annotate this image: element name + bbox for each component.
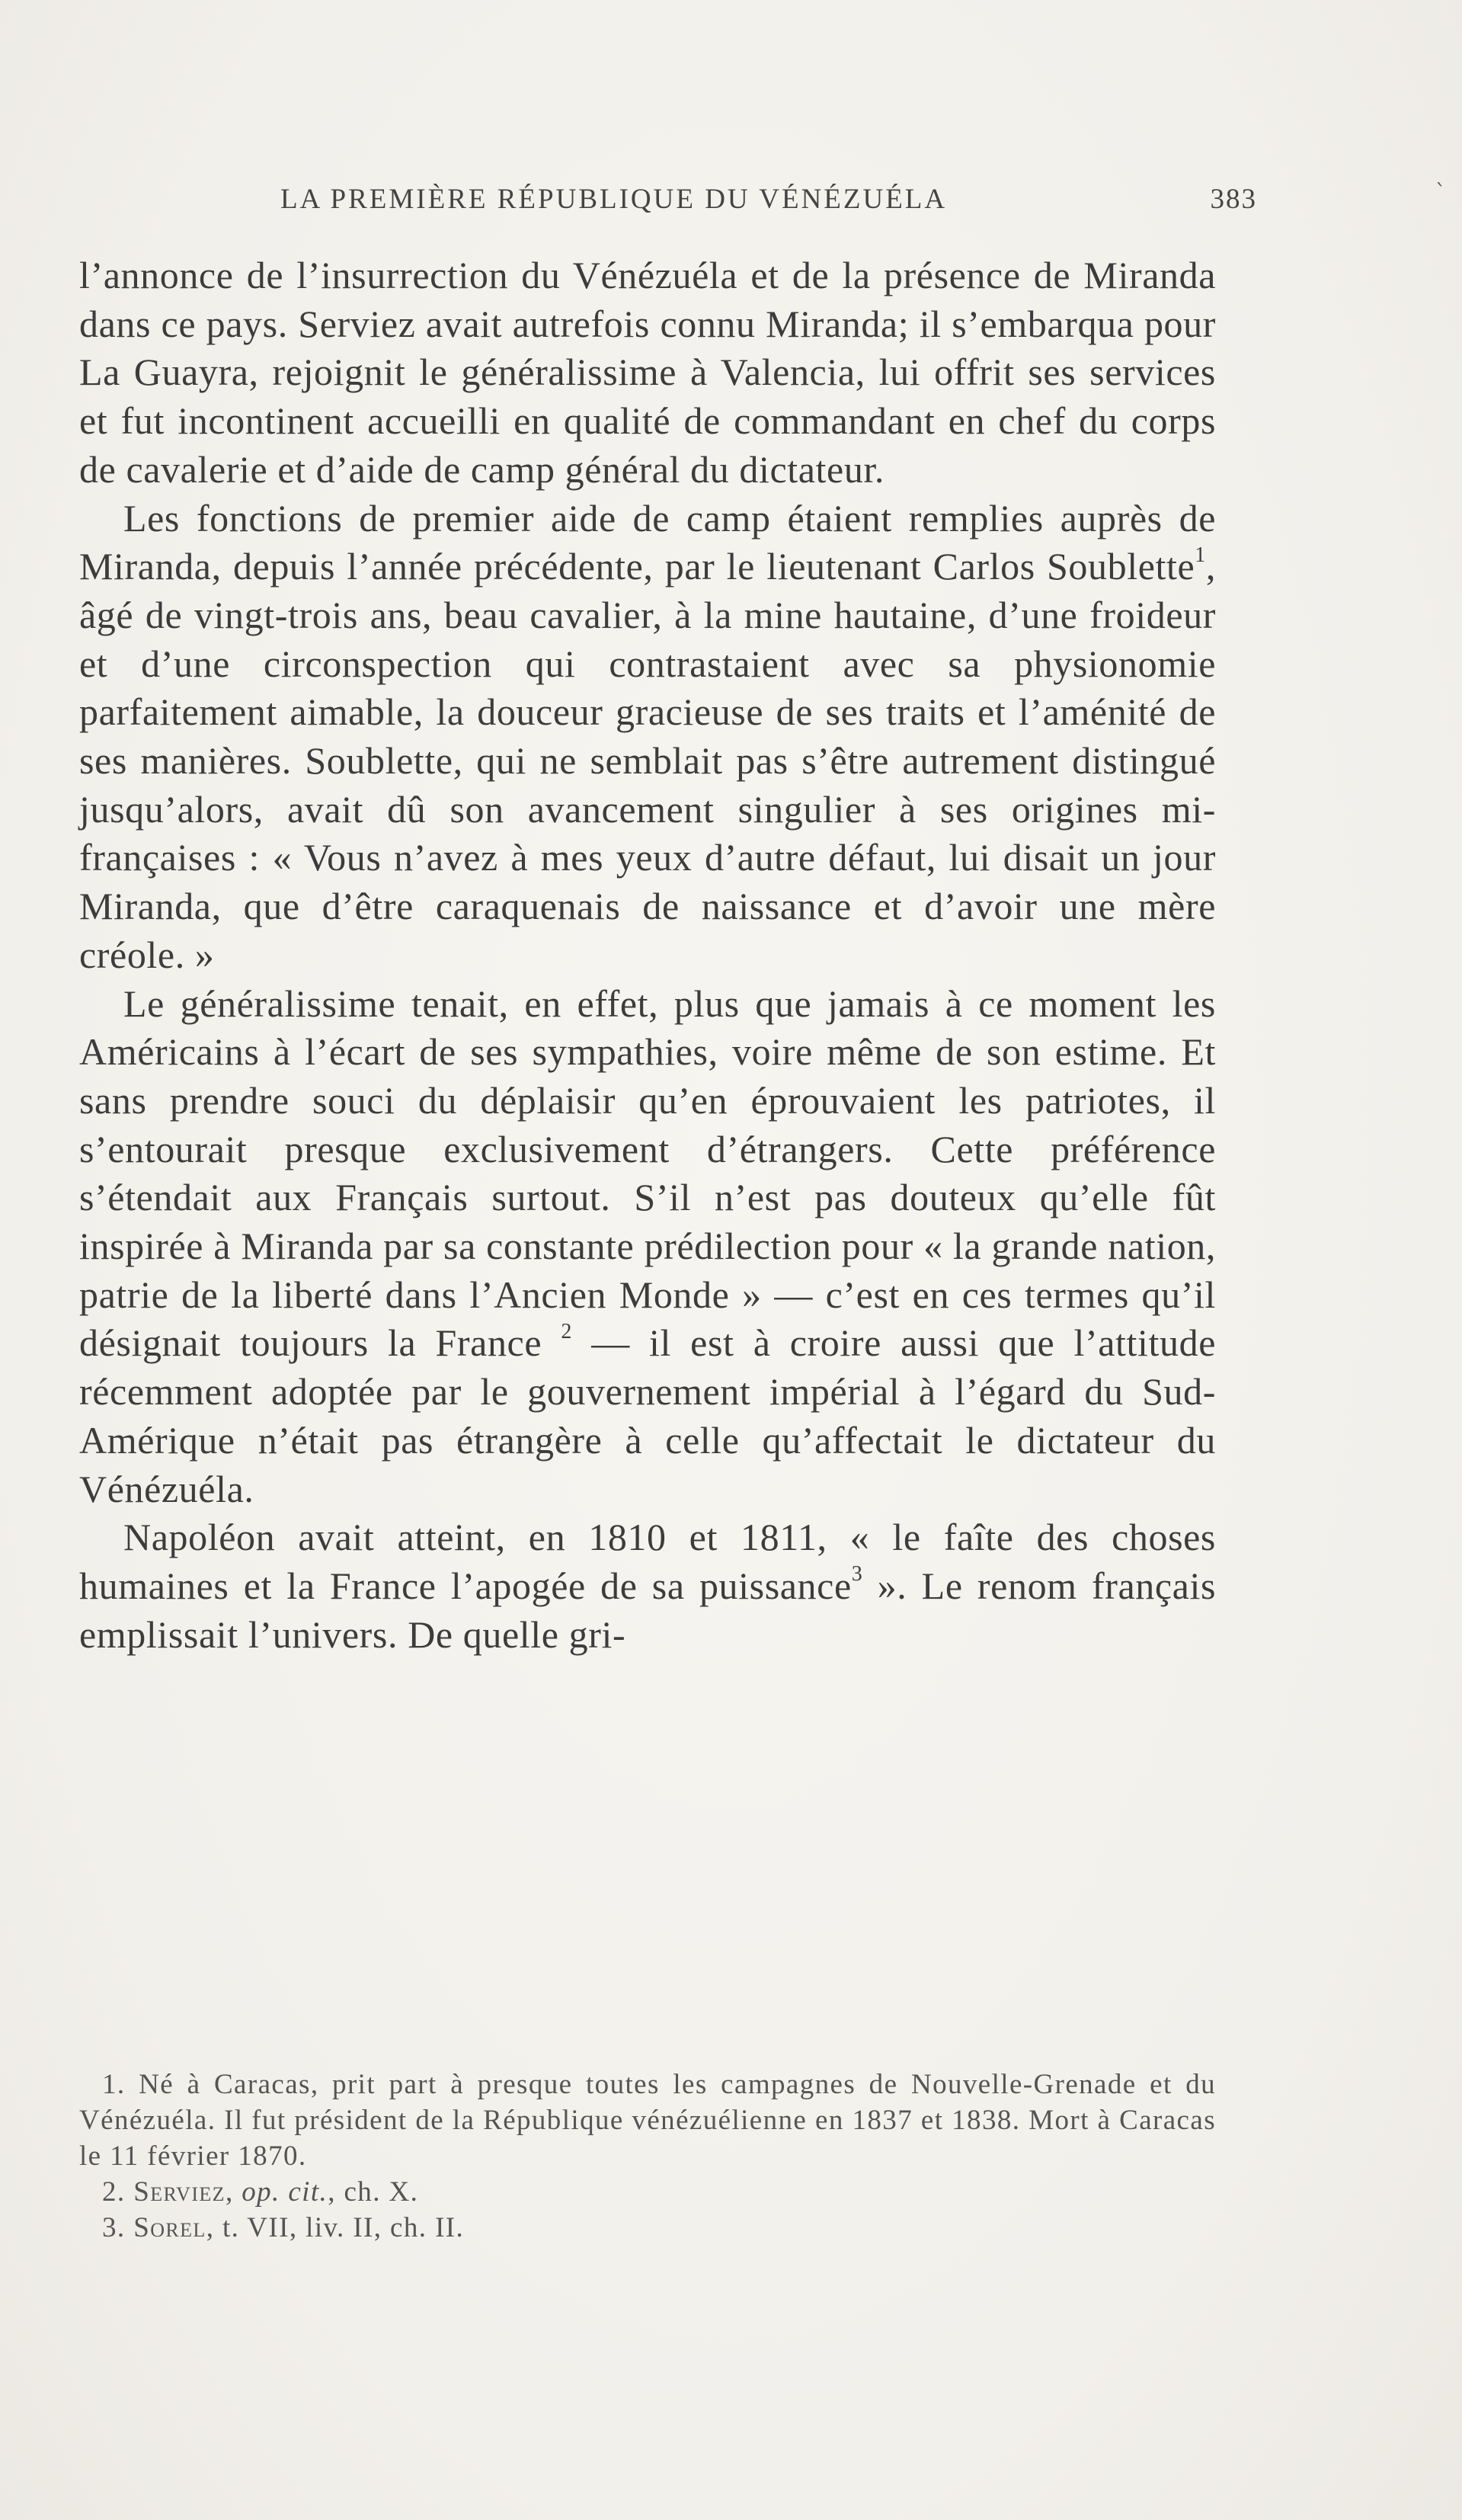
footnote-3 <box>79 2210 1216 2246</box>
note-ref-3[interactable]: 3 <box>851 1562 863 1587</box>
footnote-1 <box>79 2067 1216 2174</box>
paragraph-3 <box>79 980 1216 1514</box>
paragraph-3-text-a: Le généralissime tenait, en effet, plus que jamais à ce moment les Américains à l’écart de ses sympathies, voire même de son estime. Et sans prendre souci du déplaisir qu’en éprouvaient les patriotes, il s’entourait presque exclusivement d’étrangers. Cette préférence s’étendait aux Français surtout. S’il n’est pas douteux qu’elle fût inspirée à Miranda par sa constante prédilection pour « la grande nation, patrie de la liberté dans l’Ancien Monde » — c’est en ces termes qu’il désignait toujours la France <box>79 981 1216 1365</box>
paragraph-1 <box>79 251 1216 495</box>
paragraph-4-text-a: Napoléon avait atteint, en 1810 et 1811, « le faîte des choses humaines et la France l’apogée de sa puissance <box>79 1516 1216 1607</box>
running-title: LA PREMIÈRE RÉPUBLIQUE DU VÉNÉZUÉLA <box>280 184 948 215</box>
note-ref-2[interactable]: 2 <box>561 1319 572 1343</box>
page-number: 383 <box>1210 184 1257 215</box>
body-text <box>79 251 1216 1659</box>
footnote-3-author: Sorel <box>133 2212 206 2243</box>
footnote-2-number: 2. <box>102 2176 126 2208</box>
footnote-2 <box>79 2174 1216 2210</box>
footnotes <box>79 2067 1216 2246</box>
paragraph-2-text-b: , âgé de vingt-trois ans, beau cavalier, à la mine hautaine, d’une froideur et d’une circonspection qui contrastaient avec sa physionomie parfaitement aimable, la douceur gracieuse de ses traits et l’aménité de ses manières. Soublette, qui ne semblait pas s’être autrement distingué jusqu’alors, avait dû son avancement singulier à ses origines mi-françaises : « Vous n’avez à mes yeux d’autre défaut, lui disait un jour Miranda, que d’être caraquenais de naissance et d’avoir une mère créole. » <box>79 545 1216 976</box>
margin-mark: ` <box>1435 180 1446 205</box>
footnote-2-author: Serviez <box>133 2176 226 2208</box>
paragraph-4-text-b: ». Le renom français emplissait l’univers. De quelle gri- <box>79 1564 1216 1656</box>
running-head <box>280 183 1257 221</box>
paragraph-4 <box>79 1513 1216 1659</box>
note-ref-1[interactable]: 1 <box>1195 543 1206 567</box>
footnote-2-separator: , <box>225 2176 242 2208</box>
footnote-2-op-cit: op. cit. <box>242 2176 328 2208</box>
footnote-3-rest: , t. VII, liv. II, ch. II. <box>206 2212 465 2243</box>
paragraph-1-text: l’annonce de l’insurrection du Vénézuéla et de la présence de Miranda dans ce pays. Serviez avait autrefois connu Miranda; il s’embarqua pour La Guayra, rejoignit le généralissime à Valencia, lui offrit ses services et fut incontinent accueilli en qualité de commandant en chef du corps de cavalerie et d’aide de camp général du dictateur. <box>79 254 1216 491</box>
footnote-1-text: Né à Caracas, prit part à presque toutes les campagnes de Nouvelle-Grenade et du Vénézuéla. Il fut président de la République vénézuélienne en 1837 et 1838. Mort à Caracas le 11 février 1870. <box>79 2069 1216 2172</box>
footnote-3-number: 3. <box>102 2212 126 2243</box>
footnote-2-rest: , ch. X. <box>328 2176 419 2208</box>
paragraph-2-text-a: Les fonctions de premier aide de camp étaient remplies auprès de Miranda, depuis l’année précédente, par le lieutenant Carlos Soublette <box>79 496 1216 588</box>
footnote-1-number: 1. <box>102 2069 126 2100</box>
paragraph-2 <box>79 495 1216 980</box>
paragraph-3-text-b: — il est à croire aussi que l’attitude récemment adoptée par le gouvernement impérial à l’égard du Sud-Amérique n’était pas étrangère à celle qu’affectait le dictateur du Vénézuéla. <box>79 1321 1217 1510</box>
